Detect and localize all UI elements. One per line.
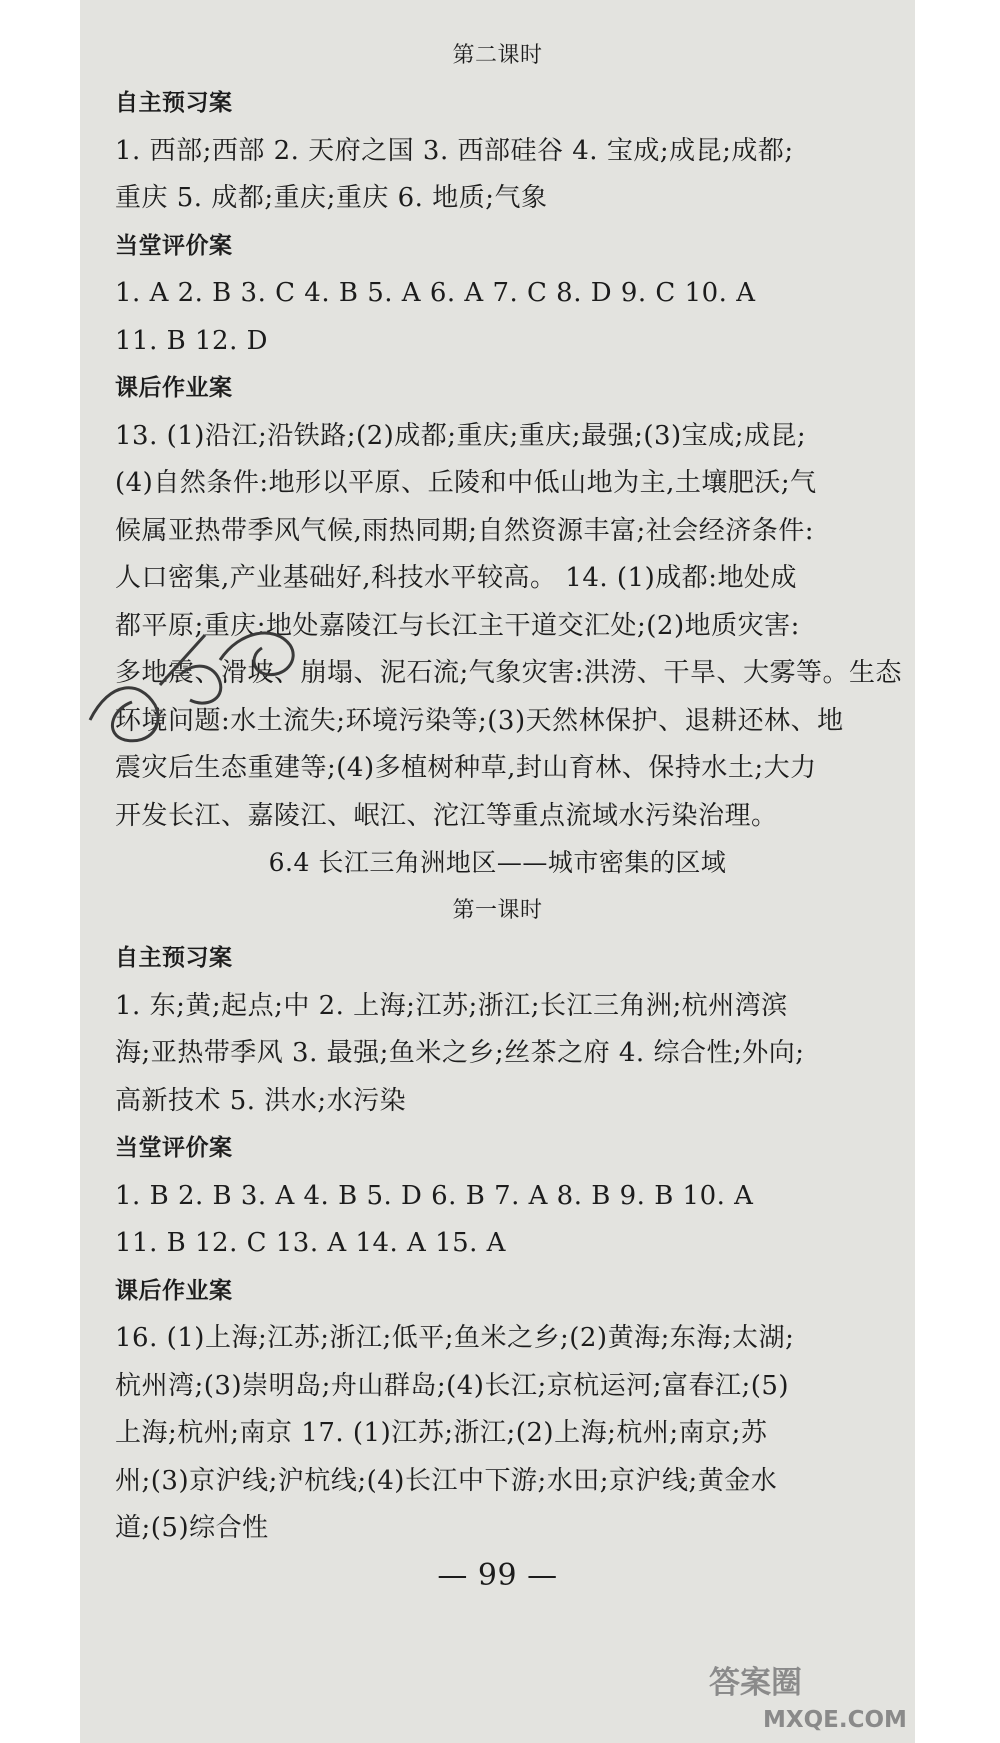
lesson-2-self-line-2: 重庆 5. 成都;重庆;重庆 6. 地质;气象 [115, 183, 548, 213]
lesson-2-after-line-9: 开发长江、嘉陵江、岷江、沱江等重点流域水污染治理。 [115, 801, 778, 831]
lesson-1-after-line-4: 州;(3)京沪线;沪杭线;(4)长江中下游;水田;京沪线;黄金水 [115, 1466, 778, 1496]
after-class-heading-2: 课后作业案 [115, 1278, 233, 1304]
lesson-2-after-line-2: (4)自然条件:地形以平原、丘陵和中低山地为主,土壤肥沃;气 [115, 468, 817, 498]
page-number: — 99 — [437, 1558, 558, 1593]
lesson-1-after-line-2: 杭州湾;(3)崇明岛;舟山群岛;(4)长江;京杭运河;富春江;(5) [115, 1371, 790, 1401]
lesson-1-self-line-1: 1. 东;黄;起点;中 2. 上海;江苏;浙江;长江三角洲;杭州湾滨 [115, 991, 788, 1021]
lesson-2-after-line-3: 候属亚热带季风气候,雨热同期;自然资源丰富;社会经济条件: [115, 516, 815, 546]
lesson-2-after-line-6: 多地震、滑坡、崩塌、泥石流;气象灾害:洪涝、干旱、大雾等。生态 [115, 658, 903, 688]
lesson-1-after-line-5: 道;(5)综合性 [115, 1513, 269, 1543]
lesson-1-class-line-1: 1. B 2. B 3. A 4. B 5. D 6. B 7. A 8. B 9. B 10. A [115, 1181, 754, 1211]
lesson-1-class-line-2: 11. B 12. C 13. A 14. A 15. A [115, 1228, 506, 1258]
self-study-heading-2: 自主预习案 [115, 945, 233, 971]
lesson-2-after-line-8: 震灾后生态重建等;(4)多植树种草,封山育林、保持水土;大力 [115, 753, 817, 783]
lesson-1-title: 第一课时 [452, 898, 543, 923]
white-margin [915, 0, 1000, 1743]
in-class-heading-2: 当堂评价案 [115, 1135, 233, 1161]
lesson-2-class-line-1: 1. A 2. B 3. C 4. B 5. A 6. A 7. C 8. D 9. C 10. A [115, 278, 756, 308]
watermark-logo [705, 1655, 915, 1735]
lesson-1-self-line-3: 高新技术 5. 洪水;水污染 [115, 1086, 407, 1116]
svg-text:答案圈: 答案圈 [709, 1665, 802, 1701]
after-class-heading: 课后作业案 [115, 375, 233, 401]
self-study-heading: 自主预习案 [115, 90, 233, 116]
section-title: 6.4 长江三角洲地区——城市密集的区域 [268, 848, 727, 877]
lesson-2-title: 第二课时 [452, 43, 543, 68]
handwritten-scribble [80, 590, 310, 770]
lesson-1-self-line-2: 海;亚热带季风 3. 最强;鱼米之乡;丝茶之府 4. 综合性;外向; [115, 1038, 805, 1068]
lesson-2-after-line-5: 都平原;重庆:地处嘉陵江与长江主干道交汇处;(2)地质灾害: [115, 611, 800, 641]
svg-text:MXQE.COM: MXQE.COM [763, 1707, 907, 1733]
lesson-1-after-line-3: 上海;杭州;南京 17. (1)江苏;浙江;(2)上海;杭州;南京;苏 [115, 1418, 768, 1448]
lesson-2-after-line-1: 13. (1)沿江;沿铁路;(2)成都;重庆;重庆;最强;(3)宝成;成昆; [115, 421, 807, 451]
lesson-2-self-line-1: 1. 西部;西部 2. 天府之国 3. 西部硅谷 4. 宝成;成昆;成都; [115, 136, 794, 166]
scanned-page [80, 0, 915, 1743]
lesson-2-after-line-4: 人口密集,产业基础好,科技水平较高。 14. (1)成都:地处成 [115, 563, 797, 593]
lesson-1-after-line-1: 16. (1)上海;江苏;浙江;低平;鱼米之乡;(2)黄海;东海;太湖; [115, 1323, 795, 1353]
in-class-heading: 当堂评价案 [115, 233, 233, 259]
lesson-2-after-line-7: 环境问题:水土流失;环境污染等;(3)天然林保护、退耕还林、地 [115, 706, 844, 736]
lesson-2-class-line-2: 11. B 12. D [115, 326, 268, 356]
